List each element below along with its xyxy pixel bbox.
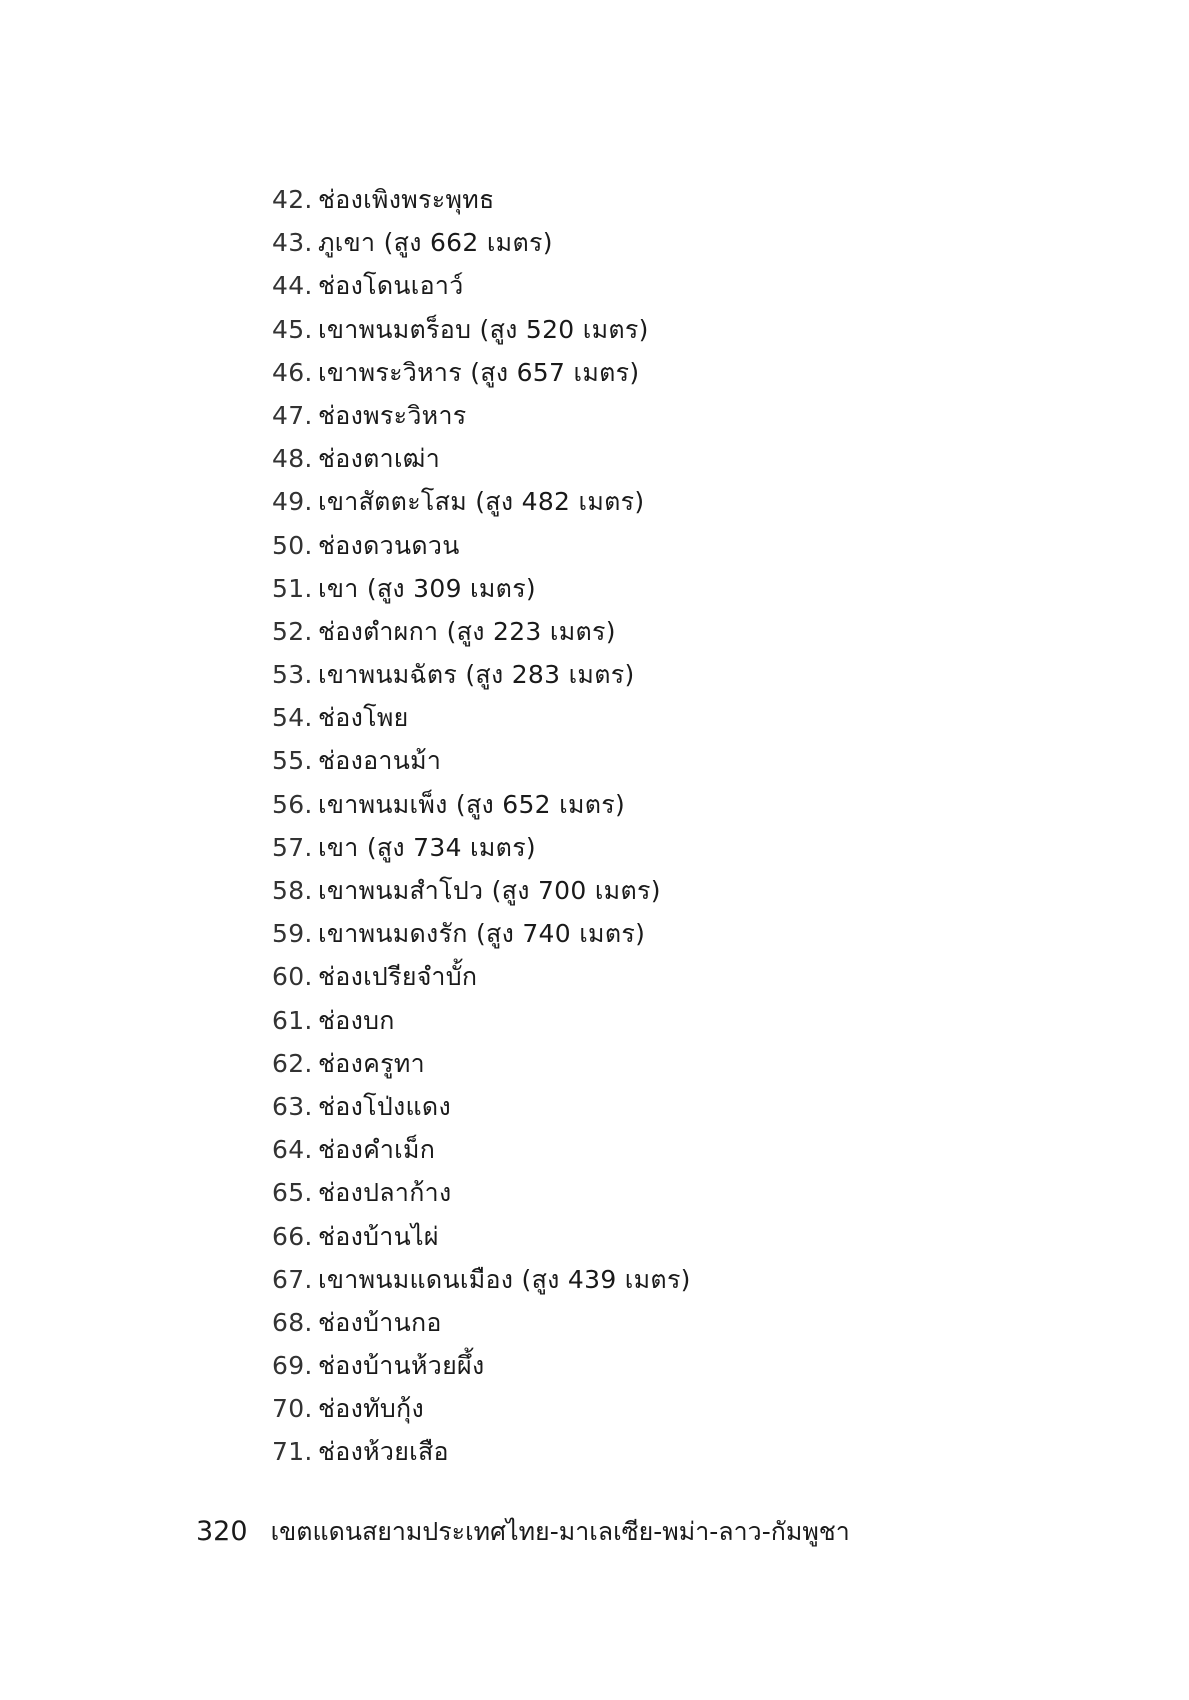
list-item	[272, 610, 691, 653]
list-item-number: 67.	[272, 1264, 313, 1294]
list-item-number: 54.	[272, 703, 313, 733]
list-item-number: 46.	[272, 357, 313, 387]
list-item-text: เขาสัตตะโสม (สูง 482 เมตร)	[318, 487, 645, 517]
list-item-text: เขาพนมดงรัก (สูง 740 เมตร)	[318, 919, 646, 949]
list-item	[272, 653, 691, 696]
list-item-number: 64.	[272, 1135, 313, 1165]
list-item-number: 50.	[272, 530, 313, 560]
list-item-text: ช่องตาเฒ่า	[318, 444, 441, 474]
list-item-text: ช่องเปรียจำบั้ก	[318, 962, 478, 992]
list-item-text: ช่องครูทา	[318, 1048, 425, 1078]
page-footer	[196, 1512, 850, 1552]
list-item-text: เขาพนมตร็อบ (สูง 520 เมตร)	[318, 314, 649, 344]
list-item-text: เขาพนมสำโปว (สูง 700 เมตร)	[318, 876, 661, 905]
list-item-text: เขาพนมเพ็ง (สูง 652 เมตร)	[318, 789, 626, 819]
list-item-text: เขาพระวิหาร (สูง 657 เมตร)	[318, 357, 640, 387]
page-number: 320	[196, 1516, 248, 1547]
list-item-number: 53.	[272, 660, 313, 690]
list-item-text: ภูเขา (สูง 662 เมตร)	[318, 228, 553, 258]
list-item-number: 44.	[272, 271, 313, 301]
list-item-number: 48.	[272, 444, 313, 474]
list-item-number: 42.	[272, 185, 313, 214]
list-item-text: ช่องอานม้า	[318, 746, 442, 776]
list-item-number: 61.	[272, 1005, 313, 1035]
list-item-number: 56.	[272, 789, 313, 819]
list-item-number: 71.	[272, 1437, 313, 1467]
list-item	[272, 1128, 691, 1171]
list-item	[272, 739, 691, 782]
list-item	[272, 567, 691, 610]
list-item	[272, 308, 691, 351]
list-item-number: 52.	[272, 616, 313, 646]
list-item-number: 66.	[272, 1221, 313, 1251]
list-item-number: 45.	[272, 314, 313, 344]
list-item-text: ช่องตำผกา (สูง 223 เมตร)	[318, 616, 616, 646]
list-item-number: 58.	[272, 876, 313, 905]
list-item	[272, 351, 691, 394]
list-item-text: ช่องเพิงพระพุทธ	[318, 185, 495, 214]
list-item-text: ช่องห้วยเสือ	[318, 1437, 449, 1467]
list-item-text: ช่องโป่งแดง	[318, 1091, 451, 1121]
list-item	[272, 394, 691, 437]
list-item-text: เขา (สูง 309 เมตร)	[318, 573, 536, 603]
list-item-number: 47.	[272, 400, 313, 430]
running-title: เขตแดนสยามประเทศไทย-มาเลเซีย-พม่า-ลาว-กัมพูชา	[270, 1517, 850, 1546]
list-item	[272, 1171, 691, 1214]
list-item-text: ช่องทับกุ้ง	[318, 1394, 424, 1424]
list-item	[272, 264, 691, 307]
list-item	[272, 480, 691, 523]
list-item	[272, 1042, 691, 1085]
list-item-number: 68.	[272, 1307, 313, 1337]
list-item-text: ช่องดวนดวน	[318, 530, 460, 560]
list-item-text: ช่องบ้านห้วยผึ้ง	[318, 1351, 485, 1381]
list-item-text: เขาพนมแดนเมือง (สูง 439 เมตร)	[318, 1264, 691, 1294]
list-item-text: ช่องคำเม็ก	[318, 1135, 436, 1165]
list-item	[272, 999, 691, 1042]
list-item	[272, 783, 691, 826]
list-item	[272, 912, 691, 955]
list-item	[272, 1430, 691, 1473]
list-item	[272, 1301, 691, 1344]
list-item	[272, 1344, 691, 1387]
list-item-number: 43.	[272, 228, 313, 258]
list-item	[272, 826, 691, 869]
list-item-number: 65.	[272, 1178, 313, 1208]
list-item	[272, 221, 691, 264]
list-item-text: ช่องบ้านไผ่	[318, 1221, 439, 1251]
list-item	[272, 178, 691, 221]
list-item-number: 63.	[272, 1091, 313, 1121]
list-item-text: เขาพนมฉัตร (สูง 283 เมตร)	[318, 660, 635, 690]
list-item	[272, 1258, 691, 1301]
list-item	[272, 437, 691, 480]
list-item-number: 55.	[272, 746, 313, 776]
list-item	[272, 524, 691, 567]
list-item	[272, 1215, 691, 1258]
list-item-number: 62.	[272, 1048, 313, 1078]
list-item	[272, 1085, 691, 1128]
list-item	[272, 1387, 691, 1430]
place-list	[272, 178, 691, 1474]
list-item	[272, 869, 691, 912]
list-item-text: เขา (สูง 734 เมตร)	[318, 832, 536, 862]
list-item-number: 70.	[272, 1394, 313, 1424]
list-item-number: 49.	[272, 487, 313, 517]
list-item-text: ช่องโพย	[318, 703, 409, 733]
list-item-text: ช่องบ้านกอ	[318, 1307, 442, 1337]
list-item-number: 51.	[272, 573, 313, 603]
list-item	[272, 955, 691, 998]
list-item-number: 60.	[272, 962, 313, 992]
list-item-text: ช่องปลาก้าง	[318, 1178, 452, 1208]
list-item	[272, 696, 691, 739]
list-item-number: 69.	[272, 1351, 313, 1381]
list-item-text: ช่องโดนเอาว์	[318, 271, 464, 301]
list-item-number: 57.	[272, 832, 313, 862]
list-item-number: 59.	[272, 919, 313, 949]
list-item-text: ช่องบก	[318, 1005, 395, 1035]
list-item-text: ช่องพระวิหาร	[318, 400, 467, 430]
